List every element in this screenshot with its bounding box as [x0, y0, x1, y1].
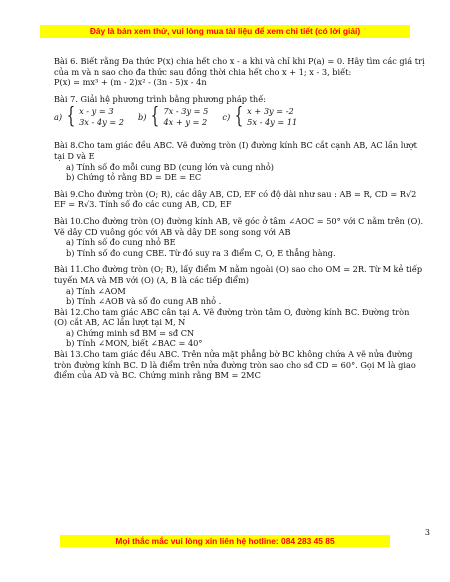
- system-b-eq2: 4x + y = 2: [163, 117, 208, 128]
- problem-6-line-1: Bài 6. Biết rằng Đa thức P(x) chia hết cho x - a khi và chỉ khi P(a) = 0. Hãy tìm các giá trị: [54, 56, 425, 66]
- problem-10-part-b: b) Tính số đo cung CBE. Từ đó suy ra 3 điểm C, O, E thẳng hàng.: [66, 247, 336, 258]
- problem-6-formula: P(x) = mx³ + (m - 2)x² - (3n - 5)x - 4n: [54, 77, 207, 88]
- system-a-eq2: 3x - 4y = 2: [79, 117, 124, 128]
- problem-12-line-1: Bài 12.Cho tam giác ABC cân tại A. Vẽ đường tròn tâm O, đường kính BC. Đường tròn: [54, 306, 410, 317]
- problem-7-systems: [54, 106, 438, 128]
- problem-13-line-2: tròn đường kính BC. D là điểm trên nửa đường tròn sao cho sđ CD = 60°. Gọi M là giao: [54, 359, 416, 370]
- system-c-eq2: 5x - 4y = 11: [247, 117, 298, 128]
- problem-12-part-a: a) Chứng minh sđ BM = sđ CN: [66, 327, 195, 338]
- system-b-eq1: 7x - 3y = 5: [163, 106, 209, 117]
- page-number: 3: [424, 528, 430, 537]
- problem-13-line-3: điểm của AD và BC. Chứng minh rằng BM = 2MC: [54, 370, 261, 381]
- problem-8-part-b: b) Chứng tỏ rằng BD = DE = EC: [66, 172, 202, 183]
- problem-8-line-2: tại D và E: [54, 150, 95, 161]
- system-b-label: b): [138, 112, 147, 123]
- problem-10-part-a: a) Tính số đo cung nhỏ BE: [66, 237, 176, 248]
- problem-9-line-1: Bài 9.Cho đường tròn (O; R), các dây AB, CD, EF có độ dài như sau : AB = R, CD = R√2: [54, 188, 417, 199]
- brace-icon: {: [151, 104, 160, 130]
- problem-11-line-2: tuyến MA và MB với (O) (A, B là các tiếp điểm): [54, 274, 249, 285]
- system-a-eq1: x - y = 3: [79, 106, 114, 117]
- problem-8-part-a: a) Tính số đo mỗi cung BD (cung lớn và cung nhỏ): [66, 161, 274, 172]
- preview-banner: Đây là bản xem thử, vui lòng mua tài liệu để xem chi tiết (có lời giải): [40, 25, 410, 38]
- system-a: [79, 106, 124, 128]
- system-c-label: c): [222, 112, 231, 123]
- brace-icon: {: [66, 104, 76, 130]
- problem-11-part-b: b) Tính ∠AOB và số đo cung AB nhỏ .: [66, 296, 222, 307]
- problem-11-line-1: Bài 11.Cho đường tròn (O; R), lấy điểm M nằm ngoài (O) sao cho OM = 2R. Từ M kẻ tiếp: [54, 264, 423, 275]
- problem-12-line-2: (O) cắt AB, AC lần lượt tại M, N: [54, 317, 186, 328]
- system-b: [163, 106, 208, 128]
- problem-11-part-a: a) Tính ∠AOM: [66, 285, 126, 296]
- problem-10-line-2: Vẽ dây CD vuông góc với AB và dây DE song song với AB: [54, 226, 291, 237]
- problem-8-line-1: Bài 8.Cho tam giác đều ABC. Vẽ đường tròn (I) đường kính BC cắt cạnh AB, AC lần lượt: [54, 140, 417, 151]
- hotline-banner: Mọi thắc mắc vui lòng xin liên hệ hotline: 084 283 45 85: [60, 535, 390, 547]
- system-c-eq1: x + 3y = -2: [247, 106, 294, 117]
- problem-7-title: Bài 7. Giải hệ phương trình bằng phương pháp thế:: [54, 93, 266, 104]
- exercise-list: [54, 56, 438, 381]
- problem-10-line-1: Bài 10.Cho đường tròn (O) đường kính AB, vẽ góc ở tâm ∠AOC = 50° với C nằm trên (O).: [54, 215, 424, 226]
- problem-6-line-2: của m và n sao cho đa thức sau đồng thời chia hết cho x + 1; x - 3, biết:: [54, 66, 352, 77]
- problem-9-line-2: EF = R√3. Tính số đo các cung AB, CD, EF: [54, 199, 232, 210]
- system-a-label: a): [54, 112, 63, 123]
- brace-icon: {: [234, 104, 244, 130]
- problem-12-part-b: b) Tính ∠MON, biết ∠BAC = 40°: [66, 338, 203, 349]
- system-c: [247, 106, 297, 128]
- problem-13-line-1: Bài 13.Cho tam giác đều ABC. Trên nửa mặt phẳng bờ BC không chứa A vẽ nửa đường: [54, 349, 413, 360]
